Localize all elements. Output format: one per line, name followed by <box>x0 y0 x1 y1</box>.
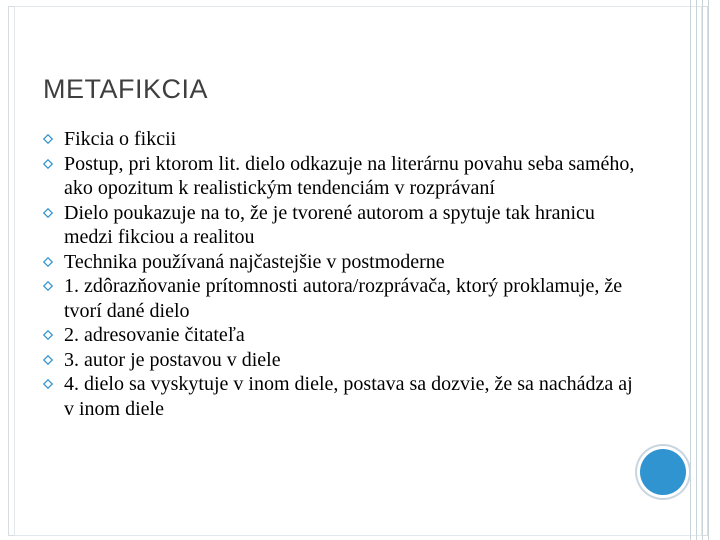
diamond-bullet-icon <box>43 330 53 340</box>
bullet-list <box>43 127 643 421</box>
bullet-item <box>43 152 643 201</box>
bullet-item <box>43 201 643 250</box>
bullet-text: Fikcia o fikcii <box>64 128 177 150</box>
diamond-bullet-icon <box>43 355 53 365</box>
diamond-bullet-icon <box>43 281 53 291</box>
right-stripe <box>696 0 697 540</box>
diamond-bullet-icon <box>43 379 53 389</box>
bullet-text: Postup, pri ktorom lit. dielo odkazuje na literárnu povahu seba samého, ako opozitum k realistickým tendenciám v rozprávaní <box>64 152 635 199</box>
bullet-text: 1. zdôrazňovanie prítomnosti autora/rozprávača, ktorý proklamuje, že tvorí dané dielo <box>64 275 623 322</box>
blue-circle-icon <box>640 449 686 495</box>
bullet-item <box>43 348 643 373</box>
right-stripe <box>690 0 691 540</box>
bullet-item <box>43 250 643 275</box>
slide-title: METAFIKCIA <box>43 74 209 104</box>
bullet-item <box>43 274 643 323</box>
bullet-text: 4. dielo sa vyskytuje v inom diele, postava sa dozvie, že sa nachádza aj v inom diele <box>64 373 633 420</box>
bullet-item <box>43 323 643 348</box>
diamond-bullet-icon <box>43 208 53 218</box>
diamond-bullet-icon <box>43 159 53 169</box>
bullet-item <box>43 127 643 152</box>
bullet-text: 2. adresovanie čitateľa <box>64 324 245 346</box>
right-stripe <box>708 0 709 540</box>
right-stripe <box>702 0 703 540</box>
diamond-bullet-icon <box>43 134 53 144</box>
bullet-text: Technika používaná najčastejšie v postmoderne <box>64 250 445 273</box>
bullet-text: Dielo poukazuje na to, že je tvorené autorom a spytuje tak hranicu medzi fikciou a realitou <box>64 201 595 248</box>
diamond-bullet-icon <box>43 257 53 267</box>
bullet-text: 3. autor je postavou v diele <box>64 348 281 371</box>
bullet-item <box>43 372 643 421</box>
